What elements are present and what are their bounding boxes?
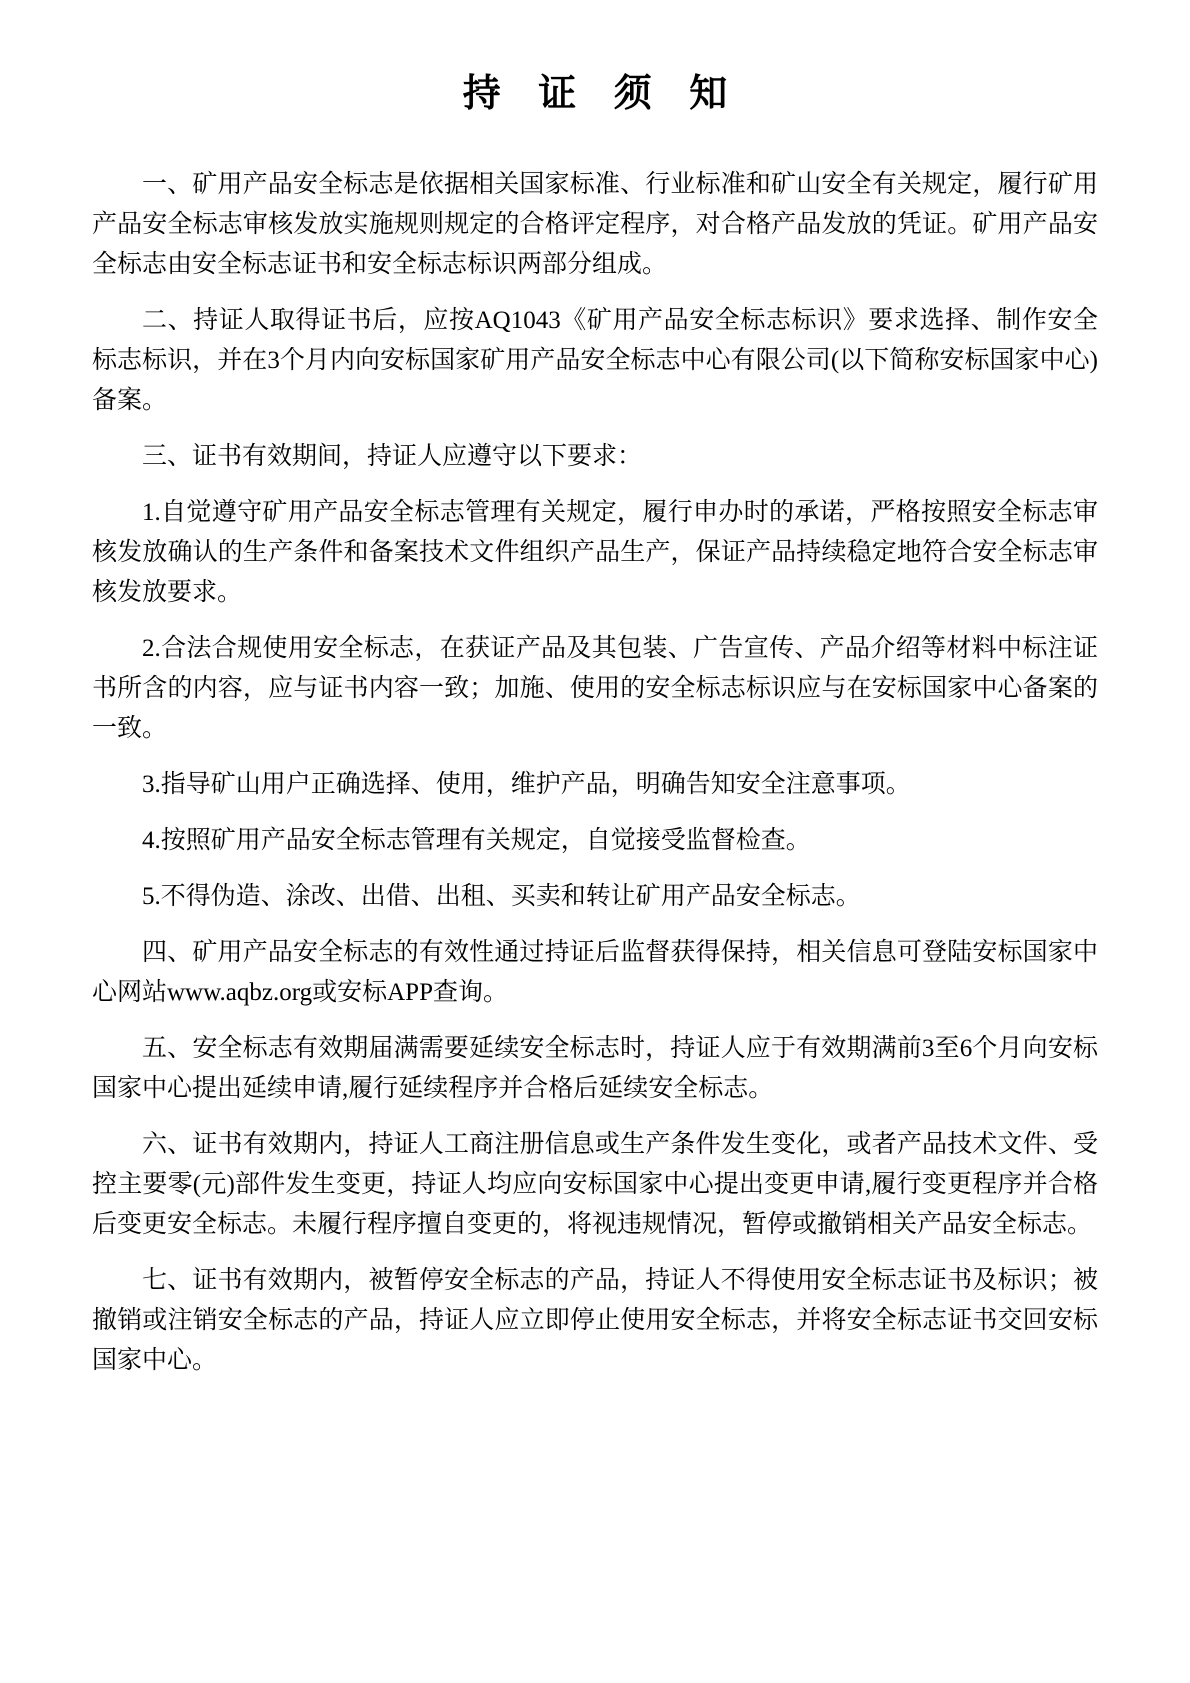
paragraph-2: 二、持证人取得证书后，应按AQ1043《矿用产品安全标志标识》要求选择、制作安全标志标识，并在3个月内向安标国家矿用产品安全标志中心有限公司(以下简称安标国家中心)备案。 [92,307,1098,414]
paragraph-3-item-5: 5.不得伪造、涂改、出借、出租、买卖和转让矿用产品安全标志。 [142,883,861,910]
paragraph-3-item-3: 3.指导矿山用户正确选择、使用，维护产品，明确告知安全注意事项。 [142,771,911,798]
paragraph-3-item-1: 1.自觉遵守矿用产品安全标志管理有关规定，履行申办时的承诺，严格按照安全标志审核发放确认的生产条件和备案技术文件组织产品生产，保证产品持续稳定地符合安全标志审核发放要求。 [92,499,1098,606]
paragraph-3-item-2: 2.合法合规使用安全标志，在获证产品及其包装、广告宣传、产品介绍等材料中标注证书所含的内容，应与证书内容一致；加施、使用的安全标志标识应与在安标国家中心备案的一致。 [92,635,1098,742]
document-body [92,165,1098,1381]
page-title: 持 证 须 知 [462,73,742,115]
paragraph-1: 一、矿用产品安全标志是依据相关国家标准、行业标准和矿山安全有关规定，履行矿用产品安全标志审核发放实施规则规定的合格评定程序，对合格产品发放的凭证。矿用产品安全标志由安全标志证书和安全标志标识两部分组成。 [92,171,1098,278]
paragraph-7: 七、证书有效期内，被暂停安全标志的产品，持证人不得使用安全标志证书及标识；被撤销或注销安全标志的产品，持证人应立即停止使用安全标志，并将安全标志证书交回安标国家中心。 [92,1267,1098,1374]
paragraph-6: 六、证书有效期内，持证人工商注册信息或生产条件发生变化，或者产品技术文件、受控主要零(元)部件发生变更，持证人均应向安标国家中心提出变更申请,履行变更程序并合格后变更安全标志。未履行程序擅自变更的，将视违规情况，暂停或撤销相关产品安全标志。 [92,1131,1098,1238]
paragraph-3: 三、证书有效期间，持证人应遵守以下要求： [142,443,643,470]
paragraph-3-item-4: 4.按照矿用产品安全标志管理有关规定，自觉接受监督检查。 [142,827,811,854]
paragraph-5: 五、安全标志有效期届满需要延续安全标志时，持证人应于有效期满前3至6个月向安标国家中心提出延续申请,履行延续程序并合格后延续安全标志。 [92,1035,1098,1102]
paragraph-4: 四、矿用产品安全标志的有效性通过持证后监督获得保持，相关信息可登陆安标国家中心网站www.aqbz.org或安标APP查询。 [92,939,1098,1006]
